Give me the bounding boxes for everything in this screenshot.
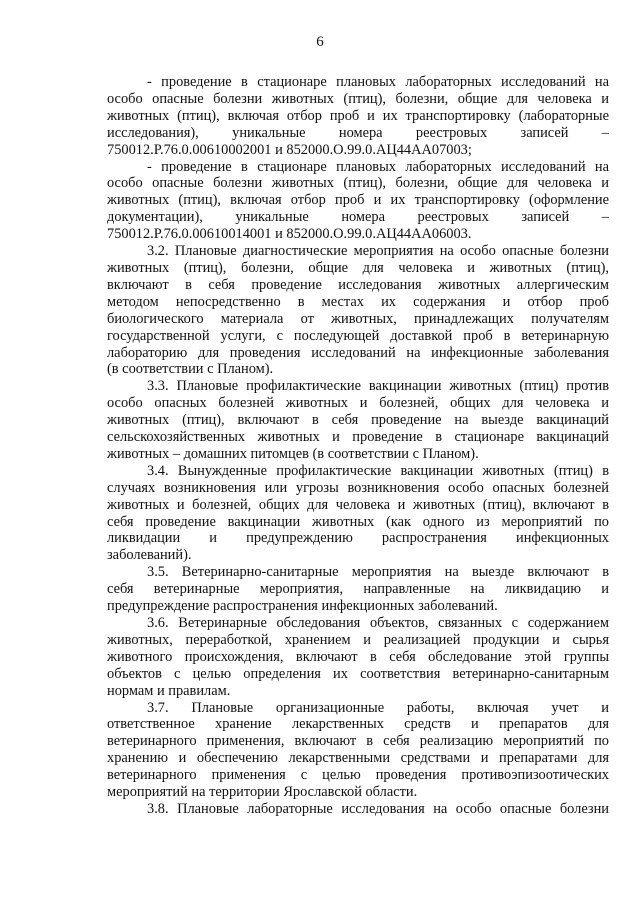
text-line: объектов с целью определения их соответствия ветеринарно-санитарным (107, 665, 609, 682)
text-line: 3.2. Плановые диагностические мероприятия на особо опасные болезни (147, 243, 609, 260)
text-line: - проведение в стационаре плановых лабораторных исследований на (147, 74, 609, 90)
paragraph (107, 243, 609, 378)
text-line: животных (птиц), включают в себя проведение на выезде вакцинаций (107, 412, 609, 429)
text-line: ветеринарного применения с целью проведения противоэпизоотических (107, 767, 609, 784)
text-line: заболеваний). (107, 547, 192, 564)
page-number: 6 (316, 34, 324, 50)
text-line: (в соответствии с Планом). (107, 361, 274, 378)
document-body (107, 74, 609, 818)
text-line: ответственное хранение лекарственных средств и препаратов для (107, 716, 609, 733)
text-line: себя ветеринарные мероприятия, направленные на ликвидацию и (107, 581, 609, 598)
text-line: исследования), уникальные номера реестровых записей – (107, 124, 609, 141)
text-line: особо опасных болезней животных и болезней, общих для человека и (107, 395, 609, 412)
text-line: животных (птиц), включая отбор проб и их транспортировку (оформление (107, 192, 609, 209)
text-line: 750012.Р.76.0.00610014001 и 852000.О.99.0.АЦ44АА06003. (107, 226, 472, 243)
text-line: животных (птиц), включая отбор проб и их транспортировку (лабораторные (107, 107, 609, 124)
text-line: 3.5. Ветеринарно-санитарные мероприятия на выезде включают в (147, 564, 609, 581)
text-line: 3.7. Плановые организационные работы, включая учет и (147, 699, 609, 716)
text-line: ликвидации и предупреждению распространения инфекционных (107, 530, 609, 547)
text-line: документации), уникальные номера реестровых записей – (107, 209, 609, 226)
text-line: мероприятий на территории Ярославской области. (107, 784, 418, 801)
paragraph (107, 378, 609, 463)
text-line: особо опасные болезни животных (птиц), болезни, общие для человека и (107, 90, 609, 107)
text-line: животных (птиц), болезни, общие для человека и животных (птиц), (107, 259, 609, 276)
text-line: животных и болезней, общих для человека и животных (птиц), включают в (107, 496, 609, 513)
text-line: ветеринарного применения, включают в себя реализацию мероприятий по (107, 733, 609, 750)
text-line: включают в себя проведение исследования животных аллергическим (107, 276, 609, 293)
text-line: методом непосредственно в местах их содержания и отбор проб (107, 293, 609, 310)
paragraph (107, 463, 609, 564)
paragraph (107, 615, 609, 700)
text-line: хранению и обеспечению лекарственными средствами и препаратами для (107, 750, 609, 767)
paragraph (107, 159, 609, 244)
text-line: нормам и правилам. (107, 682, 231, 699)
text-line: животных, переработкой, хранением и реализацией продукции и сырья (107, 631, 609, 648)
text-line: животных – домашних питомцев (в соответствии с Планом). (107, 445, 479, 462)
text-line: 3.6. Ветеринарные обследования объектов, связанных с содержанием (147, 615, 609, 631)
text-line: биологического материала от животных, принадлежащих получателям (107, 310, 609, 327)
text-line: 3.8. Плановые лабораторные исследования на особо опасные болезни (147, 800, 609, 817)
paragraph (107, 564, 609, 615)
text-line: 3.3. Плановые профилактические вакцинации животных (птиц) против (147, 378, 609, 395)
text-line: предупреждение распространения инфекционных заболеваний. (107, 598, 498, 615)
paragraph (107, 700, 609, 801)
text-line: особо опасные болезни животных (птиц), болезни, общие для человека и (107, 175, 609, 192)
text-line: государственной услуги, с последующей доставкой проб в ветеринарную (107, 327, 609, 344)
paragraph (107, 74, 609, 159)
text-line: животного происхождения, включают в себя обследование этой группы (107, 648, 609, 665)
text-line: сельскохозяйственных животных и проведение в стационаре вакцинаций (107, 429, 609, 446)
text-line: себя проведение вакцинации животных (как одного из мероприятий по (107, 513, 609, 530)
text-line: 3.4. Вынужденные профилактические вакцинации животных (птиц) в (147, 462, 609, 479)
text-line: лабораторию для проведения исследований на инфекционные заболевания (107, 344, 609, 361)
text-line: - проведение в стационаре плановых лабораторных исследований на (147, 158, 609, 175)
paragraph (107, 801, 609, 818)
text-line: 750012.Р.76.0.00610002001 и 852000.О.99.0.АЦ44АА07003; (107, 141, 472, 158)
text-line: случаях возникновения или угрозы возникновения особо опасных болезней (107, 479, 609, 496)
